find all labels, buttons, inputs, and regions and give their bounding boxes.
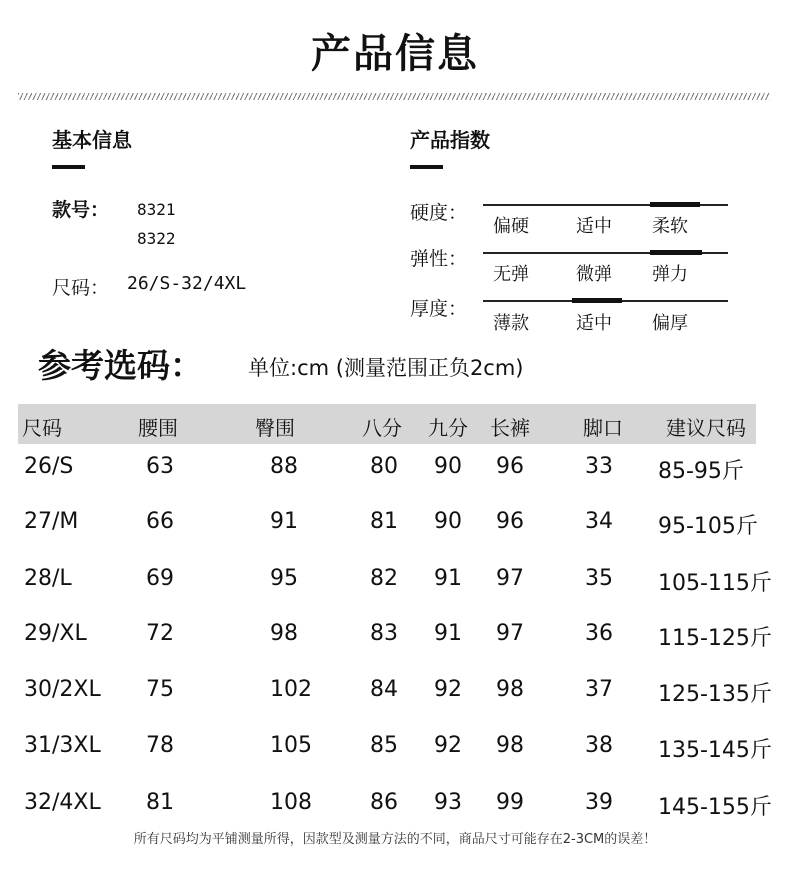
table-cell: 98 [496, 677, 524, 702]
hardness-selected-marker [650, 202, 700, 207]
style-number-value-1: 8321 [137, 200, 176, 219]
table-cell: 105 [270, 733, 312, 758]
table-cell: 92 [434, 677, 462, 702]
table-cell: 96 [496, 454, 524, 479]
size-range-value: 26/S-32/4XL [127, 273, 247, 294]
table-cell: 63 [146, 454, 174, 479]
table-cell: 105-115斤 [658, 571, 772, 596]
table-cell: 30/2XL [24, 677, 101, 702]
elasticity-selected-marker [650, 250, 702, 255]
table-cell: 75 [146, 677, 174, 702]
basic-info-heading: 基本信息 [52, 128, 132, 152]
table-cell: 32/4XL [24, 790, 101, 815]
table-cell: 145-155斤 [658, 795, 772, 820]
column-header-ninth: 九分 [428, 416, 468, 440]
product-index-underline [410, 165, 443, 169]
hardness-option-1: 偏硬 [493, 216, 529, 237]
table-cell: 78 [146, 733, 174, 758]
table-cell: 91 [434, 621, 462, 646]
product-index-heading: 产品指数 [410, 128, 490, 152]
elasticity-label: 弹性： [410, 248, 468, 270]
column-header-hip: 臀围 [255, 416, 295, 440]
table-cell: 82 [370, 566, 398, 591]
table-cell: 96 [496, 509, 524, 534]
table-cell: 31/3XL [24, 733, 101, 758]
table-cell: 135-145斤 [658, 738, 772, 763]
table-cell: 91 [270, 509, 298, 534]
table-cell: 36 [585, 621, 613, 646]
table-cell: 35 [585, 566, 613, 591]
thickness-option-1: 薄款 [493, 313, 529, 334]
table-cell: 83 [370, 621, 398, 646]
table-cell: 90 [434, 454, 462, 479]
table-cell: 85-95斤 [658, 459, 744, 484]
column-header-waist: 腰围 [138, 416, 178, 440]
thickness-option-3: 偏厚 [652, 313, 688, 334]
table-cell: 27/M [24, 509, 79, 534]
table-cell: 108 [270, 790, 312, 815]
table-cell: 102 [270, 677, 312, 702]
hardness-option-3: 柔软 [652, 216, 688, 237]
table-cell: 92 [434, 733, 462, 758]
elasticity-option-2: 微弹 [576, 264, 612, 285]
table-cell: 90 [434, 509, 462, 534]
style-number-value-2: 8322 [137, 229, 176, 248]
table-cell: 91 [434, 566, 462, 591]
table-cell: 93 [434, 790, 462, 815]
table-cell: 125-135斤 [658, 682, 772, 707]
table-cell: 38 [585, 733, 613, 758]
table-cell: 95 [270, 566, 298, 591]
unit-note: 单位:cm (测量范围正负2cm) [248, 356, 524, 380]
table-cell: 88 [270, 454, 298, 479]
table-cell: 81 [370, 509, 398, 534]
table-cell: 98 [496, 733, 524, 758]
footnote: 所有尺码均为平铺测量所得，因款型及测量方法的不同，商品尺寸可能存在2-3CM的误差！ [133, 832, 657, 847]
table-cell: 95-105斤 [658, 514, 758, 539]
table-cell: 28/L [24, 566, 72, 591]
table-cell: 99 [496, 790, 524, 815]
size-range-label: 尺码： [52, 277, 110, 299]
basic-info-underline [52, 165, 85, 169]
table-cell: 85 [370, 733, 398, 758]
table-cell: 98 [270, 621, 298, 646]
hardness-label: 硬度： [410, 202, 468, 224]
thickness-label: 厚度： [410, 298, 468, 320]
table-cell: 72 [146, 621, 174, 646]
table-cell: 39 [585, 790, 613, 815]
sizing-heading: 参考选码： [38, 346, 203, 385]
table-cell: 86 [370, 790, 398, 815]
thickness-option-2: 适中 [576, 313, 612, 334]
table-cell: 37 [585, 677, 613, 702]
page-title: 产品信息 [311, 31, 479, 77]
table-cell: 97 [496, 621, 524, 646]
thickness-selected-marker [572, 298, 622, 303]
table-cell: 97 [496, 566, 524, 591]
style-number-label: 款号： [52, 199, 110, 221]
table-cell: 81 [146, 790, 174, 815]
column-header-suggested: 建议尺码 [666, 416, 746, 440]
table-cell: 26/S [24, 454, 74, 479]
decorative-divider [18, 93, 770, 100]
table-cell: 33 [585, 454, 613, 479]
table-cell: 80 [370, 454, 398, 479]
hardness-option-2: 适中 [576, 216, 612, 237]
table-cell: 115-125斤 [658, 626, 772, 651]
table-cell: 29/XL [24, 621, 87, 646]
column-header-hem: 脚口 [583, 416, 623, 440]
table-cell: 84 [370, 677, 398, 702]
column-header-size: 尺码 [22, 416, 62, 440]
column-header-full: 长裤 [490, 416, 530, 440]
elasticity-option-1: 无弹 [493, 264, 529, 285]
table-cell: 34 [585, 509, 613, 534]
table-cell: 69 [146, 566, 174, 591]
elasticity-option-3: 弹力 [652, 264, 688, 285]
table-cell: 66 [146, 509, 174, 534]
column-header-cropped: 八分 [362, 416, 402, 440]
